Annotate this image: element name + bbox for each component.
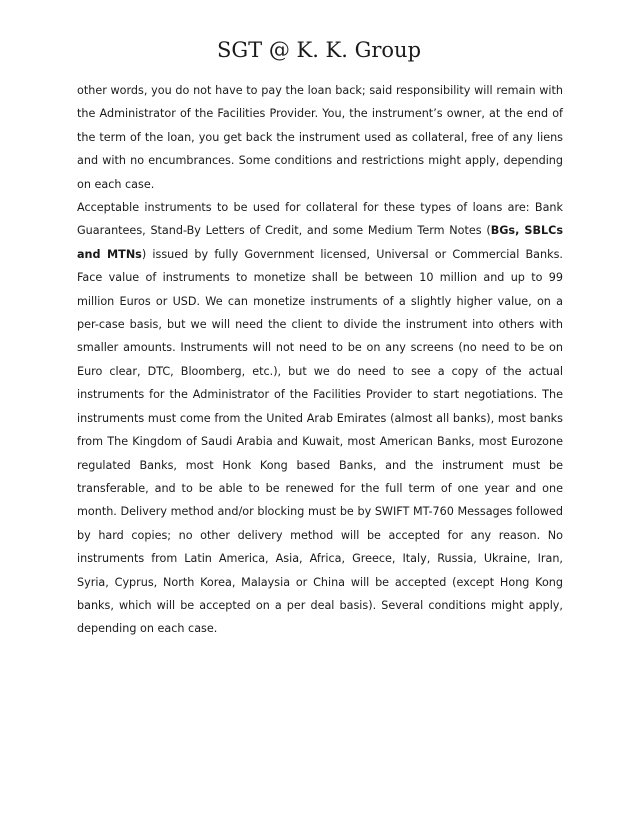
paragraph-acceptable-instruments xyxy=(77,196,563,641)
page-header-title: SGT @ K. K. Group xyxy=(216,38,422,62)
paragraph-text-intro: Acceptable instruments to be used for collateral for these types of loans are: Bank Guarantees, Stand-By Letters of Credit, and some Medium Term Notes ( xyxy=(77,201,563,238)
paragraph-text-rest: ) issued by fully Government licensed, Universal or Commercial Banks. Face value of instruments to monetize shall be between 10 million and up to 99 million Euros or USD. We can monetize instruments of a slightly higher value, on a per-case basis, but we will need the client to divide the instrument into others with smaller amounts. Instruments will not need to be on any screens (no need to be on Euro clear, DTC, Bloomberg, etc.), but we do need to see a copy of the actual instruments for the Administrator of the Facilities Provider to start negotiations. The instruments must come from the United Arab Emirates (almost all banks), most banks from The Kingdom of Saudi Arabia and Kuwait, most American Banks, most Eurozone regulated Banks, most Honk Kong based Banks, and the instrument must be transferable, and to be able to be renewed for the full term of one year and one month. Delivery method and/or blocking must be by SWIFT MT-760 Messages followed by hard copies; no other delivery method will be accepted for any reason. No instruments from Latin America, Asia, Africa, Greece, Italy, Russia, Ukraine, Iran, Syria, Cyprus, North Korea, Malaysia or China will be accepted (except Hong Kong banks, which will be accepted on a per deal basis). Several conditions might apply, depending on each case. xyxy=(77,247,563,636)
paragraph-loan-responsibility: other words, you do not have to pay the loan back; said responsibility will remain with the Administrator of the Facilities Provider. You, the instrument’s owner, at the end of the term of the loan, you get back the instrument used as collateral, free of any liens and with no encumbrances. Some conditions and restrictions might apply, depending on each case. xyxy=(77,84,563,191)
document-body xyxy=(77,79,563,641)
instrument-types-bold: BGs, SBLCs and MTNs xyxy=(77,224,563,261)
